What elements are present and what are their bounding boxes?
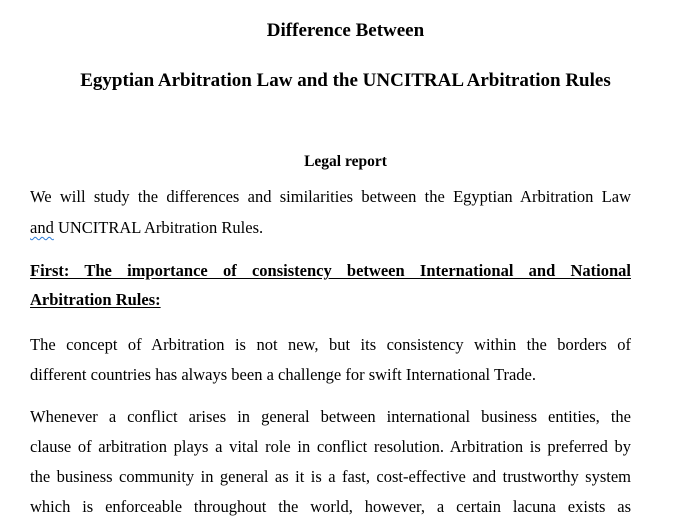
paragraph-1-line-2: different countries has always been a challenge for swift International Trade. xyxy=(30,365,536,384)
paragraph-2-line-1: Whenever a conflict arises in general between international business entities, the xyxy=(30,407,631,426)
document-title-line-1: Difference Between xyxy=(266,20,425,41)
paragraph-1-line-1: The concept of Arbitration is not new, but its consistency within the borders of xyxy=(30,335,631,354)
section-heading-line-2 xyxy=(30,290,631,310)
paragraph-2-line-3: the business community in general as it is a fast, cost-effective and trustworthy system xyxy=(30,467,631,486)
intro-line-1: We will study the differences and similarities between the Egyptian Arbitration Law xyxy=(30,187,631,206)
paragraph-2-line-2: clause of arbitration plays a vital role in conflict resolution. Arbitration is preferred by xyxy=(30,437,631,456)
paragraph-2-line-4: which is enforceable throughout the world, however, a certain lacuna exists as xyxy=(30,497,631,516)
intro-line-2-text: UNCITRAL Arbitration Rules. xyxy=(53,218,264,237)
section-heading-line-2-text: Arbitration Rules: xyxy=(30,290,161,309)
section-heading-line-1: First: The importance of consistency between International and National xyxy=(30,261,631,280)
document-title-line-2: Egyptian Arbitration Law and the UNCITRAL Arbitration Rules xyxy=(80,70,611,91)
document-subtitle: Legal report xyxy=(304,153,387,170)
intro-line-2 xyxy=(30,218,631,238)
spellcheck-flagged-word: and xyxy=(30,218,54,237)
